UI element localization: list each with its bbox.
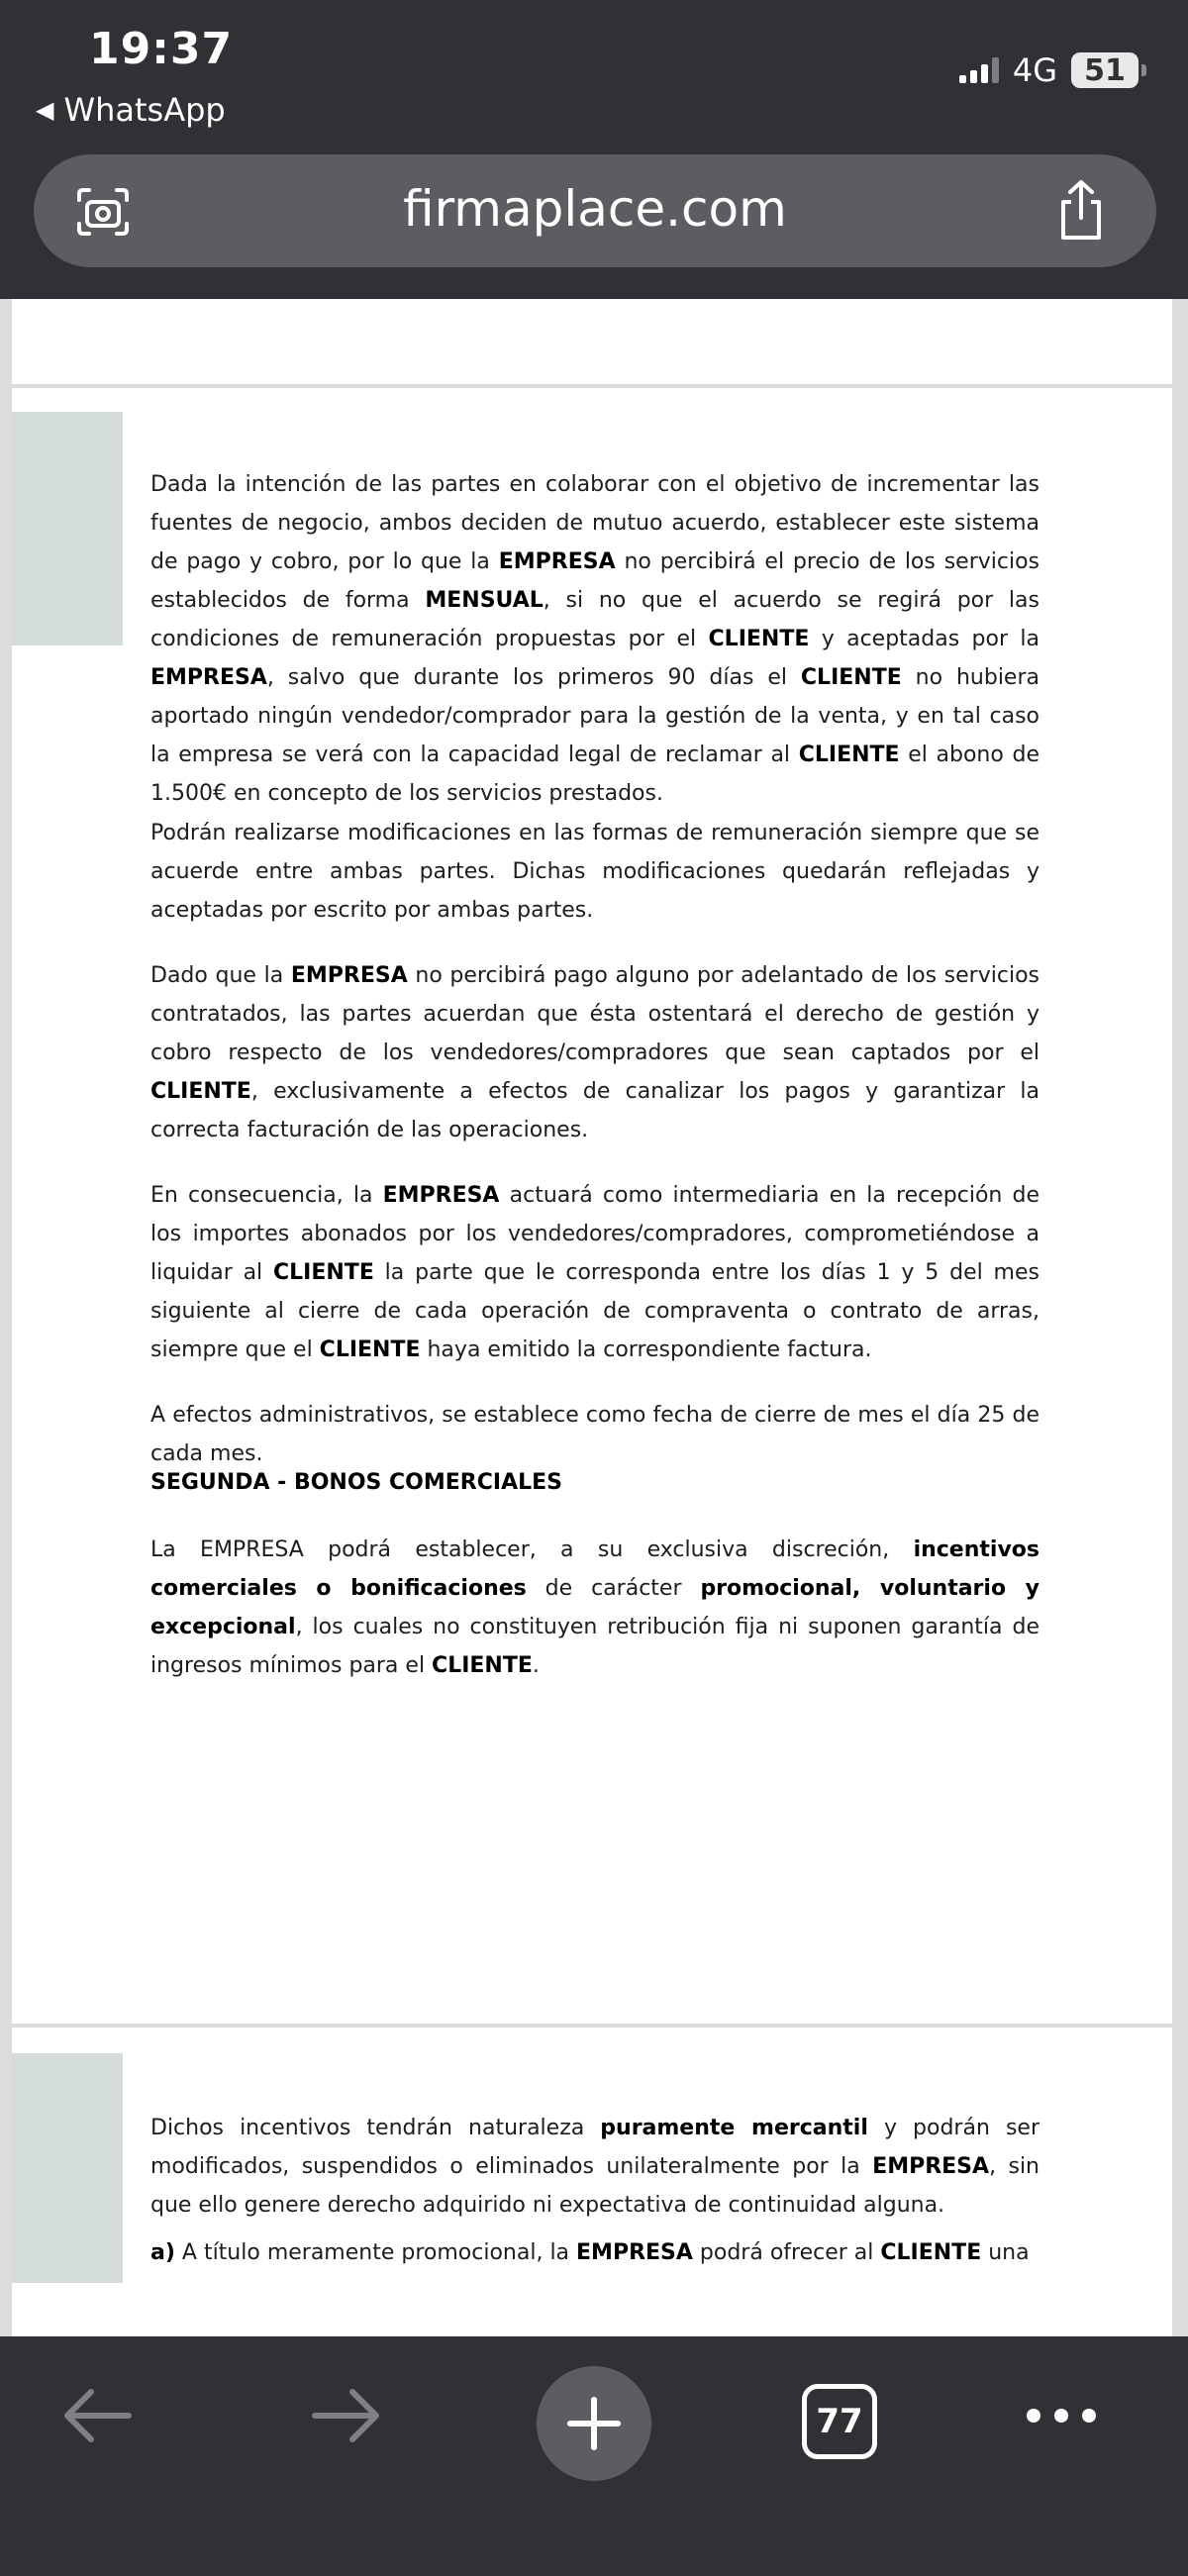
text-run: A efectos administrativos, se establece como fecha de cierre de mes el día 25 de cada mes. bbox=[150, 1403, 1040, 1466]
page-margin-block bbox=[12, 2053, 123, 2283]
forward-arrow-icon bbox=[307, 2386, 386, 2445]
bold-term: CLIENTE bbox=[150, 1079, 251, 1104]
text-run: Dado que la bbox=[150, 963, 291, 988]
bold-term: EMPRESA bbox=[290, 963, 408, 988]
bold-term: EMPRESA bbox=[150, 665, 267, 690]
text-run: no percibirá el precio de los servicios establecidos de forma bbox=[150, 549, 1040, 613]
paragraph-intermediaria bbox=[150, 1176, 1040, 1369]
share-icon[interactable] bbox=[1053, 178, 1109, 244]
new-tab-button[interactable] bbox=[537, 2366, 651, 2481]
bold-term: incentivos comerciales o bonificaciones bbox=[150, 1537, 1040, 1601]
bold-term: CLIENTE bbox=[800, 665, 902, 690]
address-bar[interactable] bbox=[34, 154, 1156, 267]
bold-term: EMPRESA bbox=[576, 2240, 693, 2265]
tabs-button[interactable]: 77 bbox=[802, 2384, 877, 2459]
text-run: , si no que el acuerdo se regirá por las condiciones de remuneración propuestas por el bbox=[150, 588, 1040, 651]
page-margin-block bbox=[12, 412, 123, 645]
text-run: En consecuencia, la bbox=[150, 1183, 383, 1208]
bold-term: MENSUAL bbox=[425, 588, 544, 613]
text-run: de carácter bbox=[526, 1576, 701, 1601]
back-triangle-icon: ◀ bbox=[36, 96, 54, 124]
network-type: 4G bbox=[1012, 51, 1057, 89]
bold-term: CLIENTE bbox=[319, 1338, 421, 1362]
paragraph-incentivos bbox=[150, 2109, 1040, 2225]
text-run: . bbox=[532, 1653, 540, 1678]
text-run: no hubiera aportado ningún vendedor/comprador para la gestión de la venta, y en tal caso la empresa se verá con la capacidad legal de reclamar al bbox=[150, 665, 1040, 767]
bold-term: CLIENTE bbox=[273, 1260, 374, 1285]
back-button[interactable] bbox=[57, 2376, 137, 2455]
text-run: la parte que le corresponda entre los días 1 y 5 del mes siguiente al cierre de cada operación de compraventa o contrato de arras, siempre que el bbox=[150, 1260, 1040, 1362]
signal-icon bbox=[959, 57, 999, 83]
text-run: el abono de 1.500€ en concepto de los servicios prestados. bbox=[150, 743, 1040, 806]
text-run: Dichos incentivos tendrán naturaleza bbox=[150, 2116, 601, 2140]
paragraph-item-a bbox=[150, 2233, 1040, 2272]
text-run: , los cuales no constituyen retribución fija ni suponen garantía de ingresos mínimos para el bbox=[150, 1615, 1040, 1678]
bold-term: CLIENTE bbox=[880, 2240, 982, 2265]
url-text[interactable]: firmaplace.com bbox=[403, 180, 787, 238]
bold-term: EMPRESA bbox=[498, 549, 616, 574]
top-chrome bbox=[0, 0, 1188, 299]
text-run: Podrán realizarse modificaciones en las formas de remuneración siempre que se acuerde entre ambas partes. Dichas modificaciones quedarán reflejadas y aceptadas por escrito por ambas partes. bbox=[150, 821, 1040, 923]
text-run: podrá ofrecer al bbox=[692, 2240, 881, 2265]
status-time: 19:37 bbox=[89, 24, 234, 74]
text-run: , salvo que durante los primeros 90 días el bbox=[266, 665, 801, 690]
text-run: y aceptadas por la bbox=[809, 627, 1040, 651]
bold-term: CLIENTE bbox=[708, 627, 810, 651]
home-indicator bbox=[396, 2548, 792, 2558]
bold-term: promocional, voluntario y excepcional bbox=[150, 1576, 1040, 1639]
paragraph-gestion-cobro bbox=[150, 956, 1040, 1149]
bold-term: a) bbox=[150, 2240, 175, 2265]
document-page bbox=[12, 2028, 1172, 2336]
document-viewer[interactable] bbox=[0, 299, 1188, 2336]
plus-icon bbox=[564, 2394, 624, 2453]
back-to-app-link[interactable] bbox=[36, 91, 226, 129]
text-run: , sin que ello genere derecho adquirido ni expectativa de continuidad alguna. bbox=[150, 2154, 1040, 2218]
bold-term: CLIENTE bbox=[798, 743, 900, 767]
back-arrow-icon bbox=[57, 2386, 137, 2445]
paragraph-cierre-mes bbox=[150, 1396, 1040, 1473]
back-app-label: WhatsApp bbox=[63, 91, 226, 129]
text-run: una bbox=[981, 2240, 1030, 2265]
document-page bbox=[12, 388, 1172, 2024]
paragraph-bonos bbox=[150, 1531, 1040, 1685]
text-run: Dada la intención de las partes en colaborar con el objetivo de incrementar las fuentes de negocio, ambos deciden de mutuo acuerdo, establecer este sistema de pago y cobro, por lo que la bbox=[150, 472, 1040, 574]
section-heading: SEGUNDA - BONOS COMERCIALES bbox=[150, 1470, 562, 1495]
battery-icon: 51 bbox=[1071, 52, 1138, 88]
bold-term: EMPRESA bbox=[382, 1183, 500, 1208]
document-page bbox=[12, 299, 1172, 384]
bottom-toolbar bbox=[0, 2336, 1188, 2576]
forward-button[interactable] bbox=[307, 2376, 386, 2455]
text-run: y podrán ser modificados, suspendidos o eliminados unilateralmente por la bbox=[150, 2116, 1040, 2179]
text-run: no percibirá pago alguno por adelantado de los servicios contratados, las partes acuerdan que ésta ostentará el derecho de gestión y cobro respecto de los vendedores/compradores que sean captados por el bbox=[150, 963, 1040, 1065]
paragraph-remuneracion bbox=[150, 465, 1040, 813]
bold-term: EMPRESA bbox=[872, 2154, 990, 2179]
bold-term: CLIENTE bbox=[432, 1653, 533, 1678]
paragraph-modificaciones bbox=[150, 814, 1040, 930]
status-indicators bbox=[959, 51, 1138, 89]
bold-term: puramente mercantil bbox=[600, 2116, 868, 2140]
more-icon bbox=[1022, 2406, 1101, 2426]
more-button[interactable] bbox=[1022, 2376, 1101, 2455]
text-run: La EMPRESA podrá establecer, a su exclusiva discreción, bbox=[150, 1537, 914, 1562]
text-run: A título meramente promocional, la bbox=[174, 2240, 577, 2265]
text-run: , exclusivamente a efectos de canalizar los pagos y garantizar la correcta facturación de las operaciones. bbox=[150, 1079, 1040, 1142]
text-run: actuará como intermediaria en la recepción de los importes abonados por los vendedores/compradores, comprometiéndose a liquidar al bbox=[150, 1183, 1040, 1285]
text-run: haya emitido la correspondiente factura. bbox=[420, 1338, 872, 1362]
